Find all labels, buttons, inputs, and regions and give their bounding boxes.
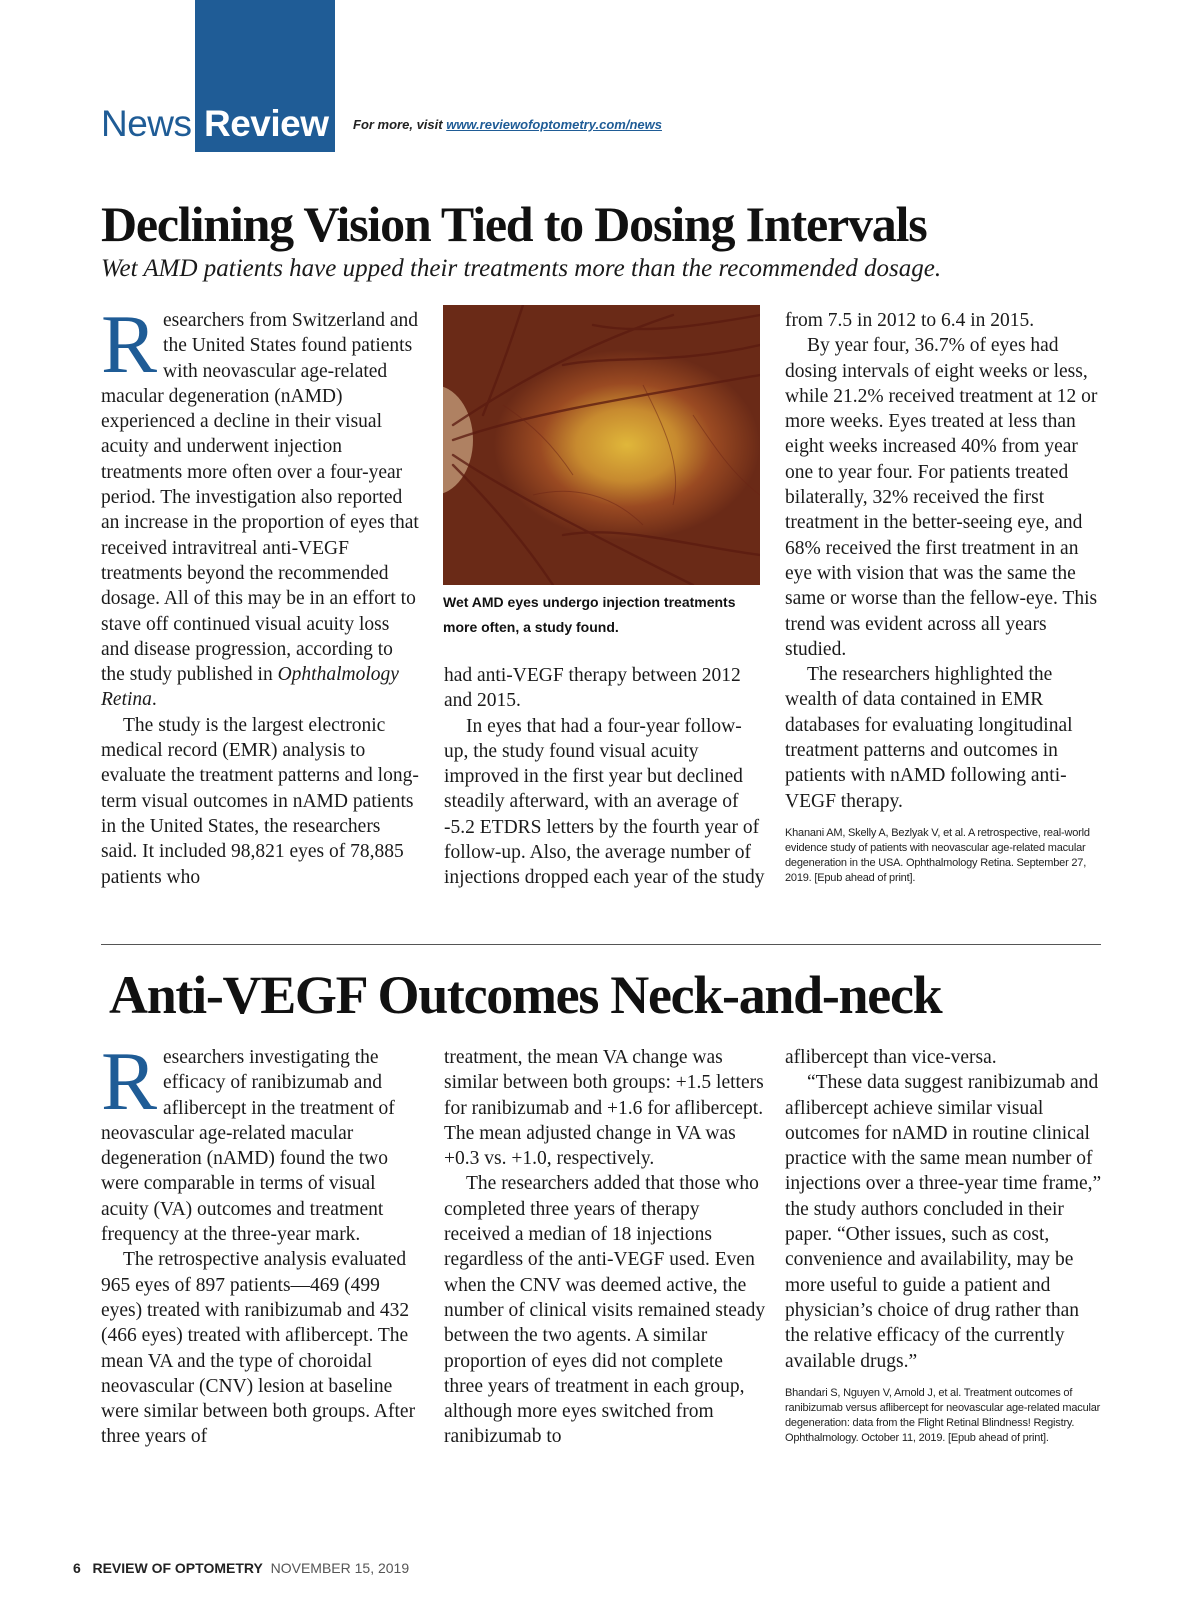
article-divider — [101, 944, 1101, 945]
retina-vessels — [443, 305, 760, 585]
article2-column-2 — [444, 1045, 766, 1450]
article1-column-1 — [101, 298, 419, 890]
retina-fundus-photo — [443, 305, 760, 585]
article1-col1-text-end: . — [151, 689, 157, 711]
article2-column-1 — [101, 1035, 419, 1450]
image-caption: Wet AMD eyes undergo injection treatments more often, a study found. — [443, 594, 736, 635]
article1-col2-para2: In eyes that had a four-year follow-up, the study found visual acuity improved in the first year but declined steadily afterward, with an average of -5.2 ETDRS letters by the fourth year of follow-up. Also, the average number of injections dropped each year of the study — [444, 715, 765, 889]
article1-col1-para1 — [101, 298, 419, 713]
article2-col1-para1 — [101, 1035, 419, 1247]
article1-dropcap: R — [101, 298, 158, 391]
more-info-line — [353, 117, 662, 132]
section-label-news: News — [101, 103, 192, 144]
article1-column-3 — [785, 308, 1103, 886]
article2-citation: Bhandari S, Nguyen V, Arnold J, et al. Treatment outcomes of ranibizumab versus aflibercept for neovascular age-related macular degeneration: data from the Flight Retinal Blindness! Registry. Ophthalmology. October 11, 2019. [Epub ahead of print]. — [785, 1386, 1101, 1444]
publication-name: REVIEW OF OPTOMETRY — [92, 1560, 263, 1576]
article2-col2-para2: The researchers added that those who completed three years of therapy received a median of 18 injections regardless of the anti-VEGF used. Even when the CNV was deemed active, the number of clinical visits remained steady between the two agents. A similar proportion of eyes did not complete three years of treatment in each group, although more eyes switched from ranibizumab to — [444, 1173, 766, 1448]
article1-col1-text: esearchers from Switzerland and the United States found patients with neovascular age-related macular degeneration (nAMD) experienced a decline in their visual acuity and underwent injection treatments more often over a four-year period. The investigation also reported an increase in the proportion of eyes that received intravitreal anti-VEGF treatments beyond the recommended dosage. All of this may be in an effort to stave off continued visual acuity loss and disease progression, according to the study published in — [101, 310, 419, 686]
article1-citation: Khanani AM, Skelly A, Bezlyak V, et al. A retrospective, real-world evidence study of patients with neovascular age-related macular degeneration in the USA. Ophthalmology Retina. September 27, 2019. [Epub ahead of print]. — [785, 826, 1090, 884]
article2-dropcap: R — [101, 1035, 158, 1128]
article1-col3-para2: By year four, 36.7% of eyes had dosing intervals of eight weeks or less, while 21.2% received treatment at 12 or more weeks. Eyes treated at less than eight weeks increased 40% from year one to year four. For patients treated bilaterally, 32% received the first treatment in the better-seeing eye, and 68% received the first treatment in an eye with vision that was the same the same or worse than the fellow-eye. This trend was evident across all years studied. — [785, 335, 1098, 660]
article2-col3-para1: aflibercept than vice-versa. — [785, 1047, 997, 1068]
article2-col3-para2: “These data suggest ranibizumab and aflibercept achieve similar visual outcomes for nAMD in routine clinical practice with the same mean number of injections over a three-year time frame,” the study authors concluded in their paper. “Other issues, such as cost, convenience and availability, may be more useful to guide a patient and physician’s choice of drug rather than the relative efficacy of the currently available drugs.” — [785, 1072, 1102, 1372]
page-number: 6 — [73, 1560, 81, 1576]
article1-deck: Wet AMD patients have upped their treatments more than the recommended dosage. — [101, 255, 942, 282]
page-footer — [73, 1560, 409, 1576]
section-label-review: Review — [204, 103, 329, 144]
article1-col3-para1: from 7.5 in 2012 to 6.4 in 2015. — [785, 310, 1035, 331]
article1-column-2 — [444, 663, 766, 891]
article2-headline: Anti-VEGF Outcomes Neck-and-neck — [109, 965, 942, 1025]
article1-col3-para3: The researchers highlighted the wealth of data contained in EMR databases for evaluating longitudinal treatment patterns and outcomes in patients with nAMD following anti-VEGF therapy. — [785, 664, 1073, 812]
article1-col2-para1: had anti-VEGF therapy between 2012 and 2015. — [444, 665, 741, 712]
article1-headline: Declining Vision Tied to Dosing Intervals — [101, 196, 927, 252]
news-website-link[interactable]: www.reviewofoptometry.com/news — [446, 117, 662, 132]
article2-column-3 — [785, 1045, 1103, 1446]
journal-name: Ophthalmology Retina — [101, 664, 399, 711]
article2-col2-para1: treatment, the mean VA change was similar between both groups: +1.5 letters for ranibizumab and +1.6 for aflibercept. The mean adjusted change in VA was +0.3 vs. +1.0, respectively. — [444, 1047, 764, 1170]
article2-col1-para2: The retrospective analysis evaluated 965 eyes of 897 patients—469 (499 eyes) treated with ranibizumab and 432 (466 eyes) treated with aflibercept. The mean VA and the type of choroidal neovascular (CNV) lesion at baseline were similar between both groups. After three years of — [101, 1249, 416, 1448]
more-info-prefix: For more, visit — [353, 117, 447, 132]
issue-date: NOVEMBER 15, 2019 — [270, 1560, 410, 1576]
article1-col1-para2: The study is the largest electronic medical record (EMR) analysis to evaluate the treatment patterns and long-term visual outcomes in nAMD patients in the United States, the researchers said. It included 98,821 eyes of 78,885 patients who — [101, 714, 419, 888]
article2-col1-text: esearchers investigating the efficacy of ranibizumab and aflibercept in the treatment of neovascular age-related macular degeneration (nAMD) found the two were comparable in terms of visual acuity (VA) outcomes and treatment frequency at the three-year mark. — [101, 1047, 395, 1246]
